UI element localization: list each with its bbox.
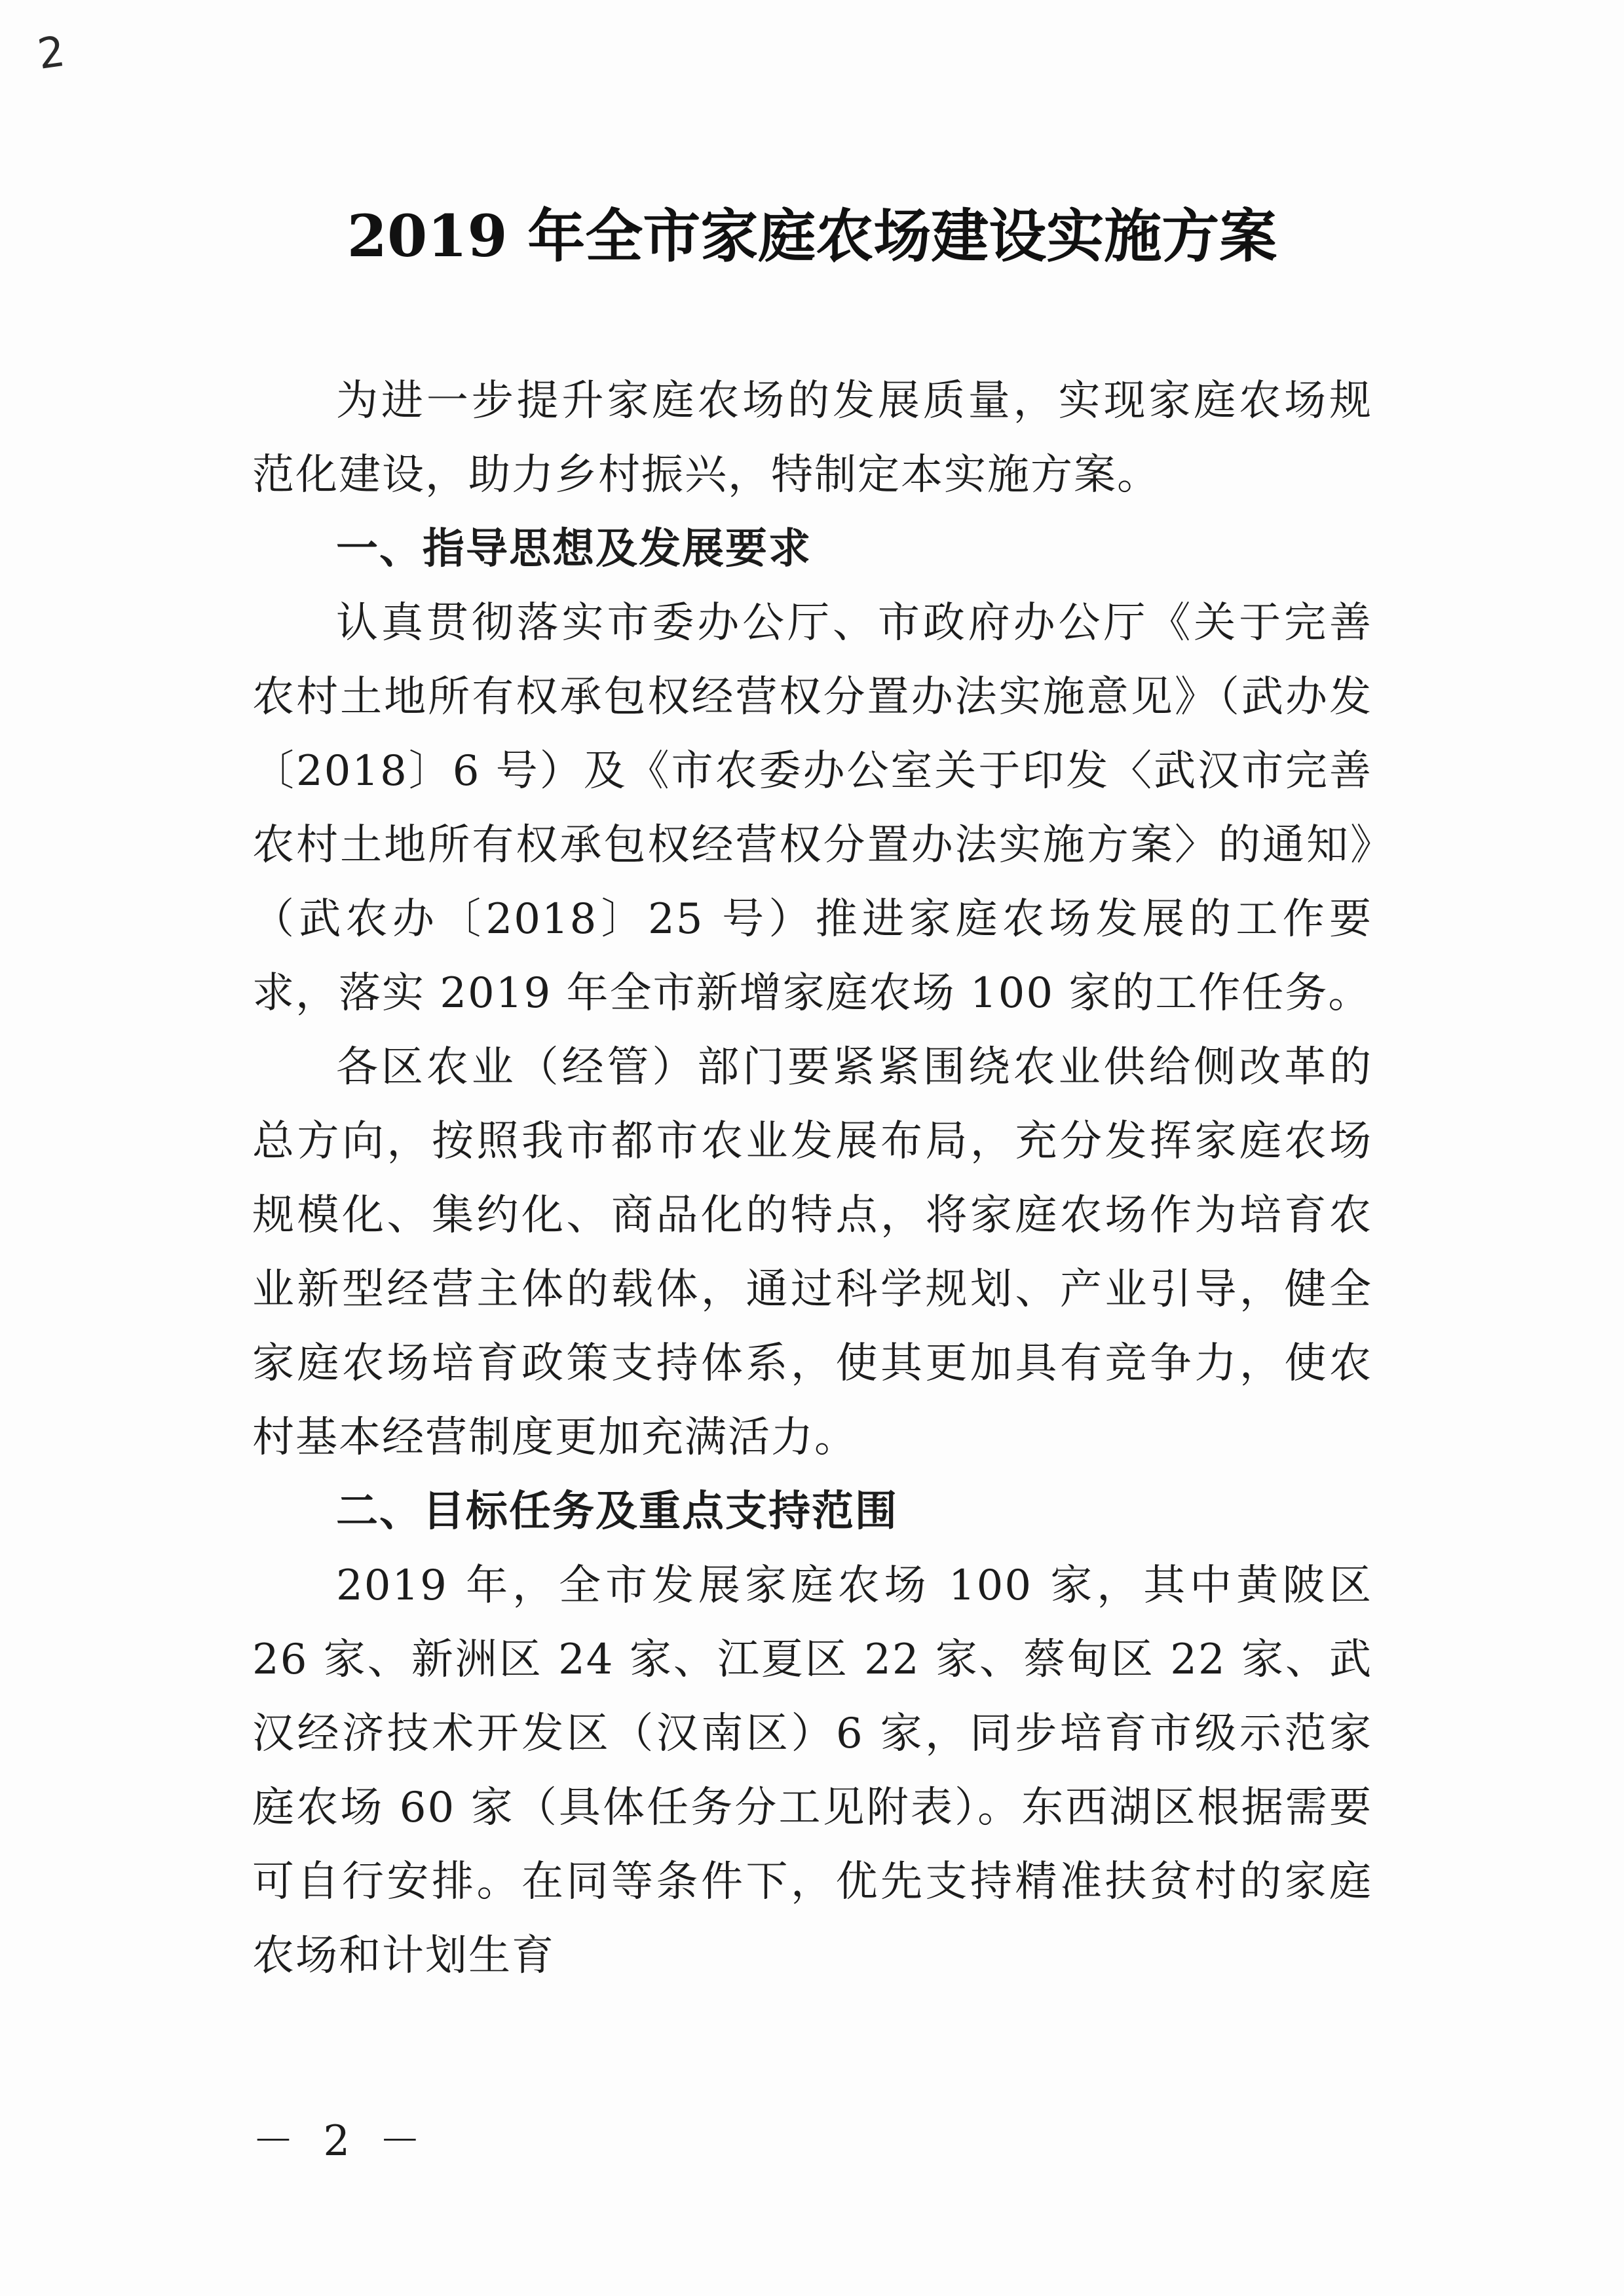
handwritten-page-mark: 2 [35,27,72,79]
intro-paragraph: 为进一步提升家庭农场的发展质量，实现家庭农场规范化建设，助力乡村振兴，特制定本实施方案。 [252,377,1372,499]
document-body [252,364,1372,1993]
section-heading-1: 一、指导思想及发展要求 [336,525,812,573]
section-2-paragraph-1: 2019 年，全市发展家庭农场 100 家，其中黄陂区 26 家、新洲区 24 家、江夏区 22 家、蔡甸区 22 家、武汉经济技术开发区（汉南区）6 家，同步培育市级示范家庭农场 60 家（具体任务分工见附表）。东西湖区根据需要可自行安排。在同等条件下，优先支持精准扶贫村的家庭农场和计划生育 [252,1561,1372,1980]
section-1-paragraph-1: 认真贯彻落实市委办公厅、市政府办公厅《关于完善农村土地所有权承包权经营权分置办法实施意见》（武办发〔2018〕6 号）及《市农委办公室关于印发〈武汉市完善农村土地所有权承包权经营权分置办法实施方案〉的通知》（武农办〔2018〕25 号）推进家庭农场发展的工作要求，落实 2019 年全市新增家庭农场 100 家的工作任务。 [252,599,1372,1018]
section-heading-2: 二、目标任务及重点支持范围 [336,1487,898,1536]
page-number: － 2 － [252,2117,429,2166]
document-title: 2019 年全市家庭农场建设实施方案 [347,202,1277,270]
section-1-paragraph-2: 各区农业（经管）部门要紧紧围绕农业供给侧改革的总方向，按照我市都市农业发展布局，充分发挥家庭农场规模化、集约化、商品化的特点，将家庭农场作为培育农业新型经营主体的载体，通过科学规划、产业引导，健全家庭农场培育政策支持体系，使其更加具有竞争力，使农村基本经营制度更加充满活力。 [252,1043,1372,1462]
